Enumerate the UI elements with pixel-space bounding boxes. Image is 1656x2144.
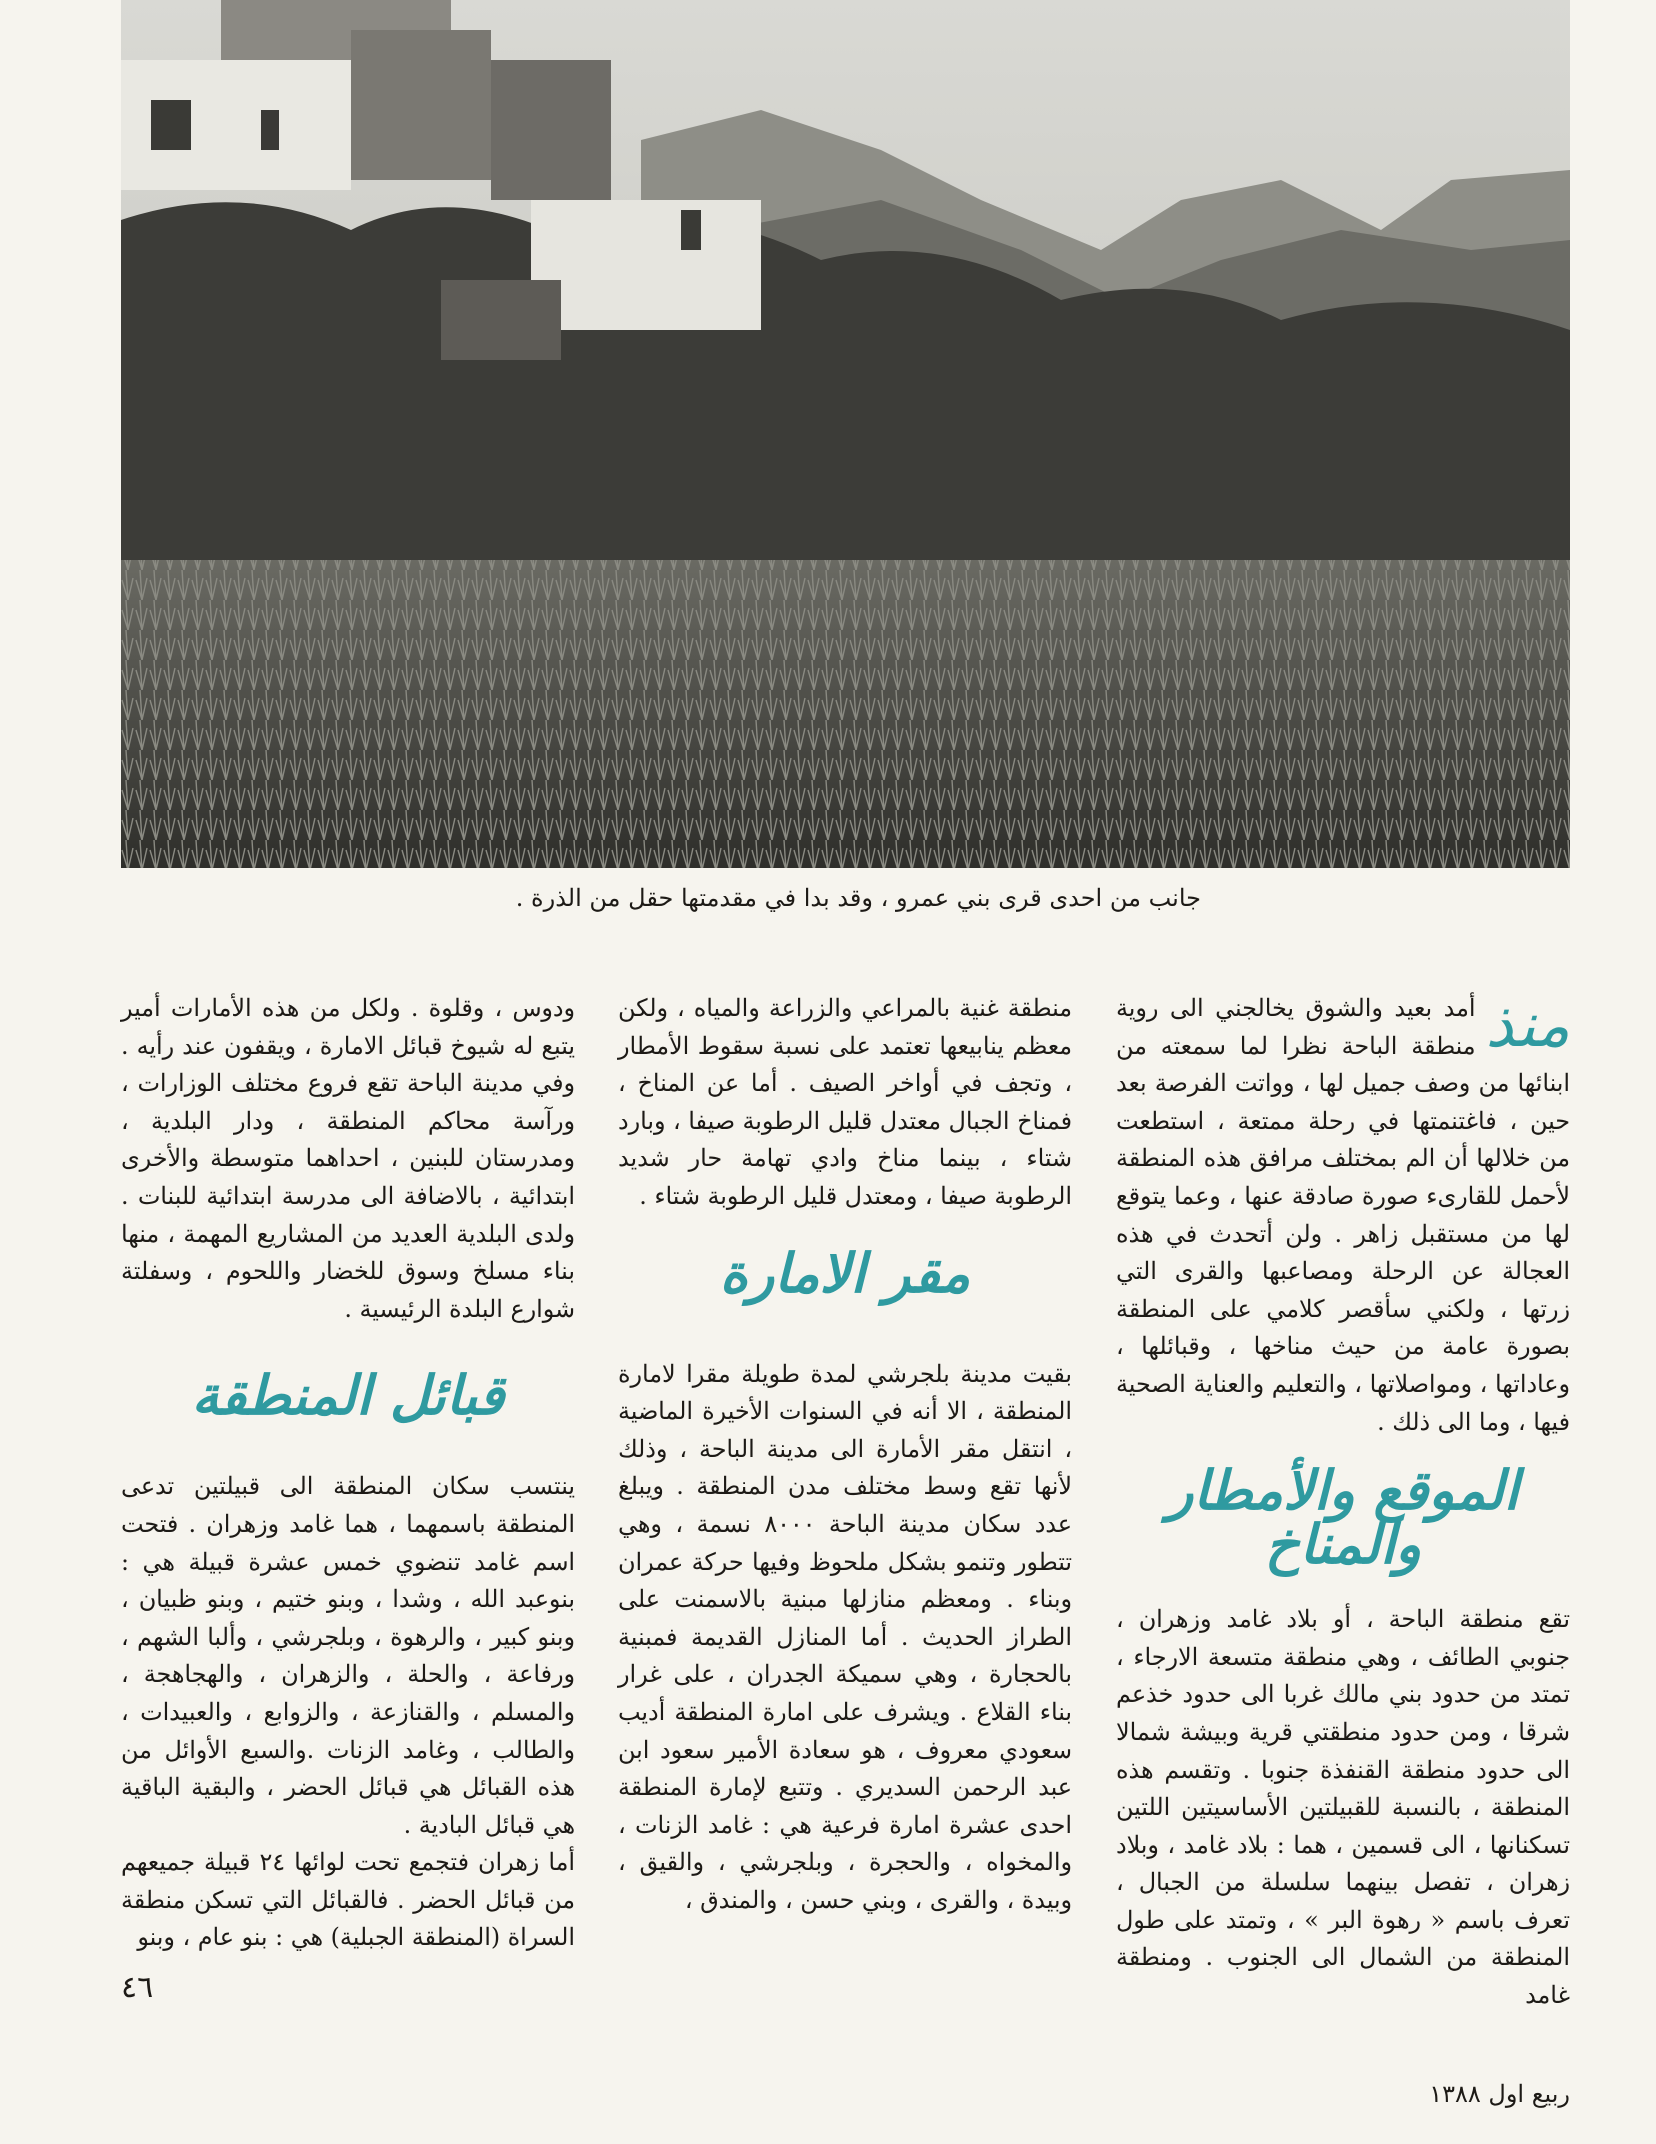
emirates-paragraph: ودوس ، وقلوة . ولكل من هذه الأمارات أمير يتبع له شيوخ قبائل الامارة ، ويقفون عند رأيه . وفي مدينة الباحة تقع فروع مختلف الوزارات ، ورآسة محاكم المنطقة ، ودار البلدية ، ومدرستان للبنين ، احداهما متوسطة والأخرى ابتدائية ، بالاضافة الى مدرسة ابتدائية للبنات . ولدى البلدية العديد من المشاريع المهمة ، منها بناء مسلخ وسوق للخضار واللحوم ، وسفلتة شوارع البلدة الرئيسية . — [121, 994, 575, 1323]
intro-text: أمد بعيد والشوق يخالجني الى روية منطقة الباحة نظرا لما سمعته من ابنائها من وصف جميل لها ، وواتت الفرصة بعد حين ، فاغتنمتها في رحلة ممتعة ، استطعت من خلالها أن الم بمختلف مرافق هذه المنطقة لأحمل للقارىء صورة صادقة عنها ، وعما يتوقع لها من مستقبل زاهر . ولن أتحدث في هذه العجالة عن الرحلة ومصاعبها والقرى التي زرتها ، ولكني سأقصر كلامي على المنطقة بصورة عامة من حيث مناخها ، وقبائلها ، وعاداتها ، ومواصلاتها ، والتعليم والعناية الصحية فيها ، وما الى ذلك . — [1116, 994, 1570, 1436]
zahran-paragraph: أما زهران فتجمع تحت لوائها ٢٤ قبيلة جميعهم من قبائل الحضر . فالقبائل التي تسكن منطقة السراة (المنطقة الجبلية) هي : بنو عام ، وبنو — [121, 1848, 575, 1952]
village-photo — [121, 0, 1570, 868]
location-paragraph: تقع منطقة الباحة ، أو بلاد غامد وزهران ، جنوبي الطائف ، وهي منطقة متسعة الارجاء ، تمتد من حدود بني مالك غربا الى حدود خذعم شرقا ، ومن حدود منطقتي قرية وبيشة شمالا الى حدود منطقة القنفذة جنوبا . وتقسم هذه المنطقة ، بالنسبة للقبيلتين الأساسيتين اللتين تسكنانها ، الى قسمين ، هما : بلاد غامد ، وبلاد زهران ، تفصل بينهما سلسلة من الجبال ، تعرف باسم « رهوة البر » ، وتمتد على طول المنطقة من الشمال الى الجنوب . ومنطقة غامد — [1116, 1605, 1570, 2010]
photo-caption: جانب من احدى قرى بني عمرو ، وقد بدا في مقدمتها حقل من الذرة . — [515, 884, 1201, 912]
column-middle — [618, 990, 1072, 1919]
issue-date: ربيع اول ١٣٨٨ — [1429, 2080, 1570, 2108]
emirate-paragraph: بقيت مدينة بلجرشي لمدة طويلة مقرا لامارة المنطقة ، الا أنه في السنوات الأخيرة الماضية ، انتقل مقر الأمارة الى مدينة الباحة ، وذلك لأنها تقع وسط مختلف مدن المنطقة . ويبلغ عدد سكان مدينة الباحة ٨٠٠٠ نسمة ، وهي تتطور وتنمو بشكل ملحوظ وفيها حركة عمران وبناء . ومعظم منازلها مبنية بالاسمنت على الطراز الحديث . أما المنازل القديمة فمبنية بالحجارة ، وهي سميكة الجدران ، على غرار بناء القلاع . ويشرف على امارة المنطقة أديب سعودي معروف ، هو سعادة الأمير سعود ابن عبد الرحمن السديري . وتتبع لإمارة المنطقة احدى عشرة امارة فرعية هي : غامد الزنات ، والمخواه ، والحجرة ، وبلجرشي ، والقيق ، وبيدة ، والقرى ، وبني حسن ، والمندق ، — [618, 1359, 1072, 1914]
section-heading-emirate: مقر الامارة — [719, 1240, 971, 1305]
page-number: ٤٦ — [121, 1970, 154, 2005]
tribes-paragraph: ينتسب سكان المنطقة الى قبيلتين تدعى المنطقة باسمهما ، هما غامد وزهران . فتحت اسم غامد تنضوي خمس عشرة قبيلة هي : بنوعبد الله ، وشدا ، وبنو ختيم ، وبنو ظبيان ، وبنو كبير ، والرهوة ، وبلجرشي ، وألبا الشهم ، ورفاعة ، والحلة ، والزهران ، والهجاهجة ، والمسلم ، والقنازعة ، والزوابع ، والعبيدات ، والطالب ، وغامد الزنات .والسبع الأوائل من هذه القبائل هي قبائل الحضر ، والبقية الباقية هي قبائل البادية . — [121, 1472, 575, 1839]
village-photo-graphic — [121, 0, 1570, 868]
climate-paragraph: منطقة غنية بالمراعي والزراعة والمياه ، ولكن معظم ينابيعها تعتمد على نسبة سقوط الأمطار ، وتجف في أواخر الصيف . أما عن المناخ ، فمناخ الجبال معتدل قليل الرطوبة صيفا ، وبارد شتاء ، بينما مناخ وادي تهامة حار شديد الرطوبة صيفا ، ومعتدل قليل الرطوبة شتاء . — [618, 994, 1072, 1210]
intro-paragraph — [1116, 990, 1570, 1441]
dropcap: منذ — [1485, 988, 1570, 1061]
column-left — [121, 990, 575, 1957]
section-heading-location: الموقع والأمطار والمناخ — [1167, 1458, 1519, 1577]
column-right — [1116, 990, 1570, 2015]
section-heading-tribes: قبائل المنطقة — [191, 1363, 505, 1428]
